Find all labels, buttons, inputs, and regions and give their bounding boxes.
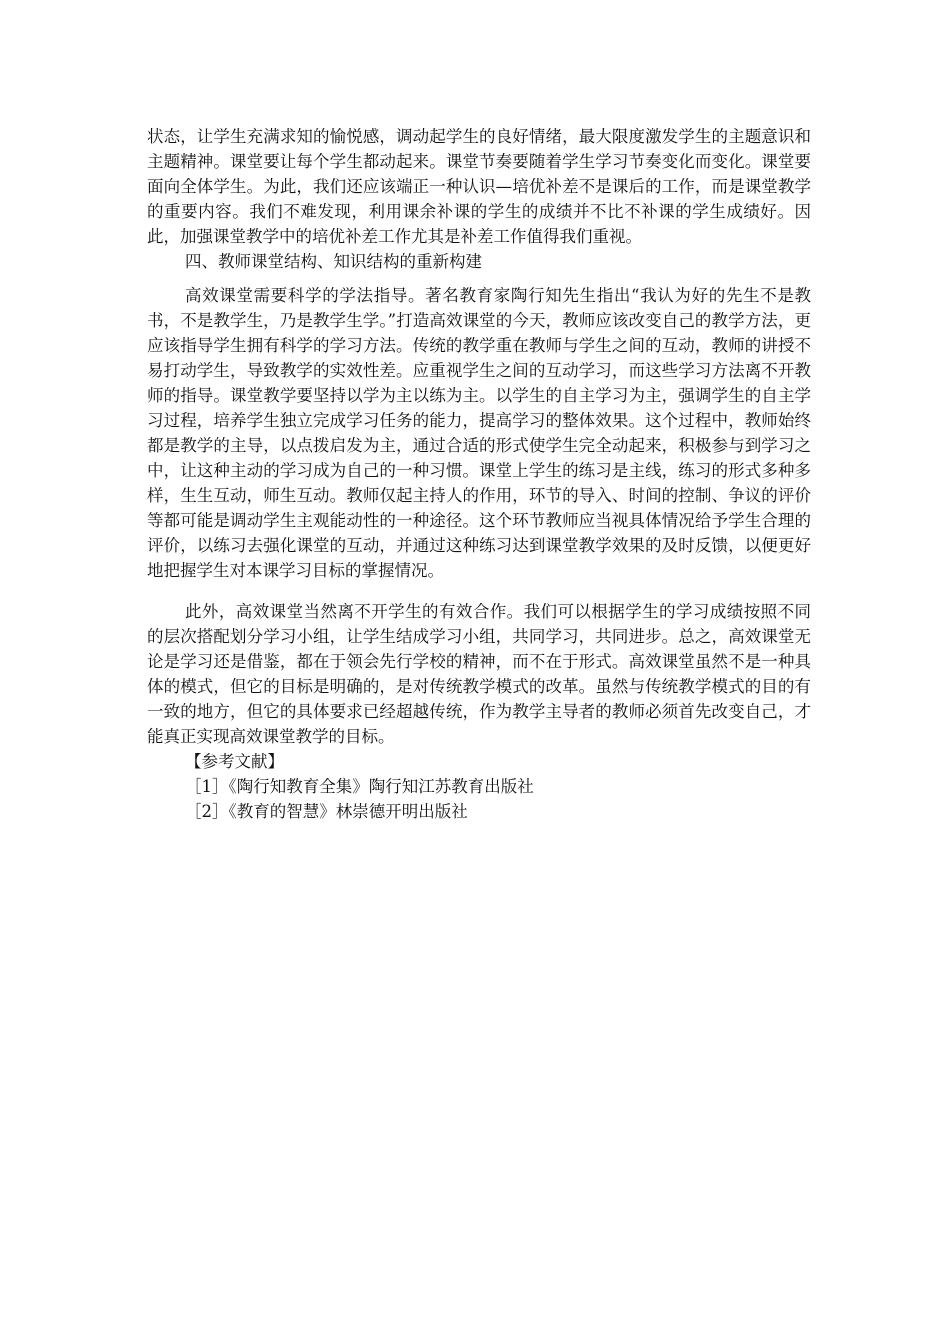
references-heading: 【参考文献】 <box>185 752 284 771</box>
reference-item: ［1］《陶行知教育全集》陶行知江苏教育出版社 <box>185 777 534 796</box>
reference-item: ［2］《教育的智慧》林崇德开明出版社 <box>185 802 468 821</box>
paragraph-cooperation: 此外，高效课堂当然离不开学生的有效合作。我们可以根据学生的学习成绩按照不同的层次搭配划分学习小组，让学生结成学习小组，共同学习，共同进步。总之，高效课堂无论是学习还是借鉴，都在于领会先行学校的精神，而不在于形式。高效课堂虽然不是一种具体的模式，但它的目标是明确的，是对传统教学模式的改革。虽然与传统教学模式的目的有一致的地方，但它的具体要求已经超越传统，作为教学主导者的教师必须首先改变自己，才能真正实现高效课堂教学的目标。 <box>147 602 811 746</box>
document-body <box>147 124 811 824</box>
paragraph-intro: 状态，让学生充满求知的愉悦感，调动起学生的良好情绪，最大限度激发学生的主题意识和主题精神。课堂要让每个学生都动起来。课堂节奏要随着学生学习节奏变化而变化。课堂要面向全体学生。为此，我们还应该端正一种认识—培优补差不是课后的工作，而是课堂教学的重要内容。我们不难发现，利用课余补课的学生的成绩并不比不补课的学生成绩好。因此，加强课堂教学中的培优补差工作尤其是补差工作值得我们重视。 <box>147 127 811 246</box>
section-heading: 四、教师课堂结构、知识结构的重新构建 <box>185 252 482 271</box>
paragraph-method: 高效课堂需要科学的学法指导。著名教育家陶行知先生指出“我认为好的先生不是教书，不是教学生，乃是教学生学。”打造高效课堂的今天，教师应该改变自己的教学方法，更应该指导学生拥有科学的学习方法。传统的教学重在教师与学生之间的互动，教师的讲授不易打动学生，导致教学的实效性差。应重视学生之间的互动学习，而这些学习方法离不开教师的指导。课堂教学要坚持以学为主以练为主。以学生的自主学习为主，强调学生的自主学习过程，培养学生独立完成学习任务的能力，提高学习的整体效果。这个过程中，教师始终都是教学的主导，以点拨启发为主，通过合适的形式使学生完全动起来，积极参与到学习之中，让这种主动的学习成为自己的一种习惯。课堂上学生的练习是主线，练习的形式多种多样，生生互动，师生互动。教师仅起主持人的作用，环节的导入、时间的控制、争议的评价等都可能是调动学生主观能动性的一种途径。这个环节教师应当视具体情况给予学生合理的评价，以练习去强化课堂的互动，并通过这种练习达到课堂教学效果的及时反馈，以便更好地把握学生对本课学习目标的掌握情况。 <box>147 286 811 580</box>
